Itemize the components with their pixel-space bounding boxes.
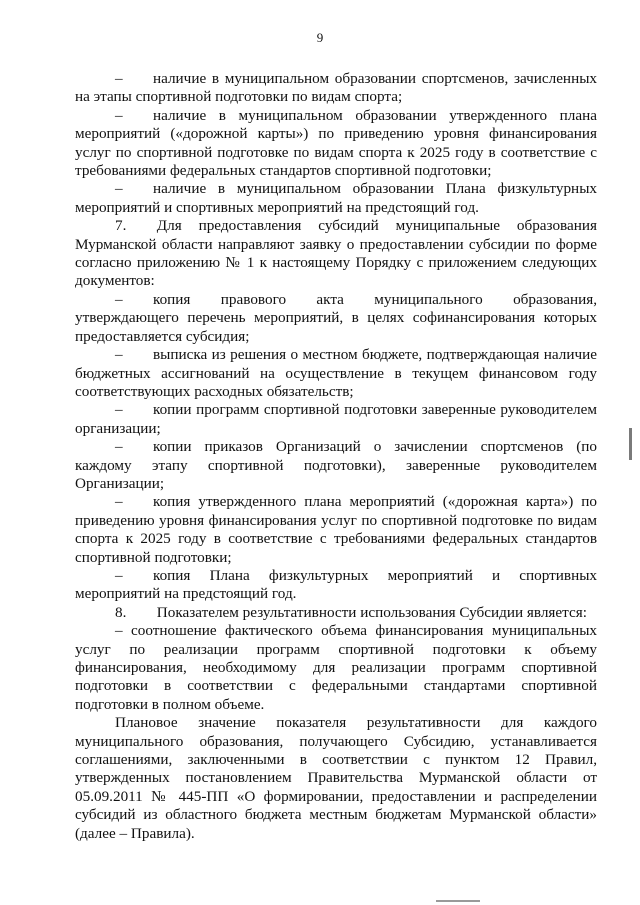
paragraph-events-plan-copy: – копия Плана физкультурных мероприятий и спортивных мероприятий на предстоящий год. — [75, 566, 597, 603]
paragraph-legal-act-copy: – копия правового акта муниципального образования, утверждающего перечень мероприятий, в целях софинансирования которых предоставляется субсидия; — [75, 290, 597, 345]
scan-bottom-mark — [436, 900, 480, 902]
scan-edge-mark — [629, 428, 632, 460]
paragraph-item-7: 7. Для предоставления субсидий муниципальные образования Мурманской области направляют заявку о предоставлении субсидии по форме согласно приложению № 1 к настоящему Порядку с приложением следующих документов: — [75, 217, 597, 290]
document-body — [75, 70, 597, 843]
paragraph-roadmap-copy: – копия утвержденного плана мероприятий («дорожная карта») по приведению уровня финансирования услуг по спортивной подготовке по видам спорта к 2025 году в соответствие с требованиями федеральных стандартов спортивной подготовки; — [75, 493, 597, 566]
paragraph-events-plan: – наличие в муниципальном образовании Плана физкультурных мероприятий и спортивных мероприятий на предстоящий год. — [75, 180, 597, 216]
paragraph-item-8: 8. Показателем результативности использования Субсидии является: — [115, 603, 587, 621]
paragraph-budget-extract: – выписка из решения о местном бюджете, подтверждающая наличие бюджетных ассигнований на осуществление в текущем финансовом году соответствующих расходных обязательств; — [75, 346, 597, 400]
paragraph-indicator-ratio: – соотношение фактического объема финансирования муниципальных услуг по реализации программ спортивной подготовки к объему финансирования, необходимому для реализации программ спортивной подготовки в соответствии с федеральными стандартами спортивной подготовки в полном объеме. — [75, 622, 597, 713]
page-number: 9 — [316, 30, 324, 45]
paragraph-roadmap: – наличие в муниципальном образовании утвержденного плана мероприятий («дорожной карты») по приведению уровня финансирования услуг по спортивной подготовке по видам спорта к 2025 году в соответствие с требованиями федеральных стандартов спортивной подготовки; — [75, 106, 597, 180]
paragraph-planned-value: Плановое значение показателя результативности для каждого муниципального образования, получающего Субсидию, устанавливается соглашениями, заключенными в соответствии с пунктом 12 Правил, утвержденных постановлением Правительства Мурманской области от 05.09.2011 № 445-ПП «О формировании, предоставлении и распределении субсидий из областного бюджета местным бюджетам Мурманской области» (далее – Правила). — [75, 714, 597, 842]
paragraph-programs-copy: – копии программ спортивной подготовки заверенные руководителем организации; — [75, 401, 597, 437]
paragraph-athletes: – наличие в муниципальном образовании спортсменов, зачисленных на этапы спортивной подготовки по видам спорта; — [75, 70, 597, 106]
paragraph-orders-copy: – копии приказов Организаций о зачислении спортсменов (по каждому этапу спортивной подготовки), заверенные руководителем Организации; — [75, 438, 597, 492]
